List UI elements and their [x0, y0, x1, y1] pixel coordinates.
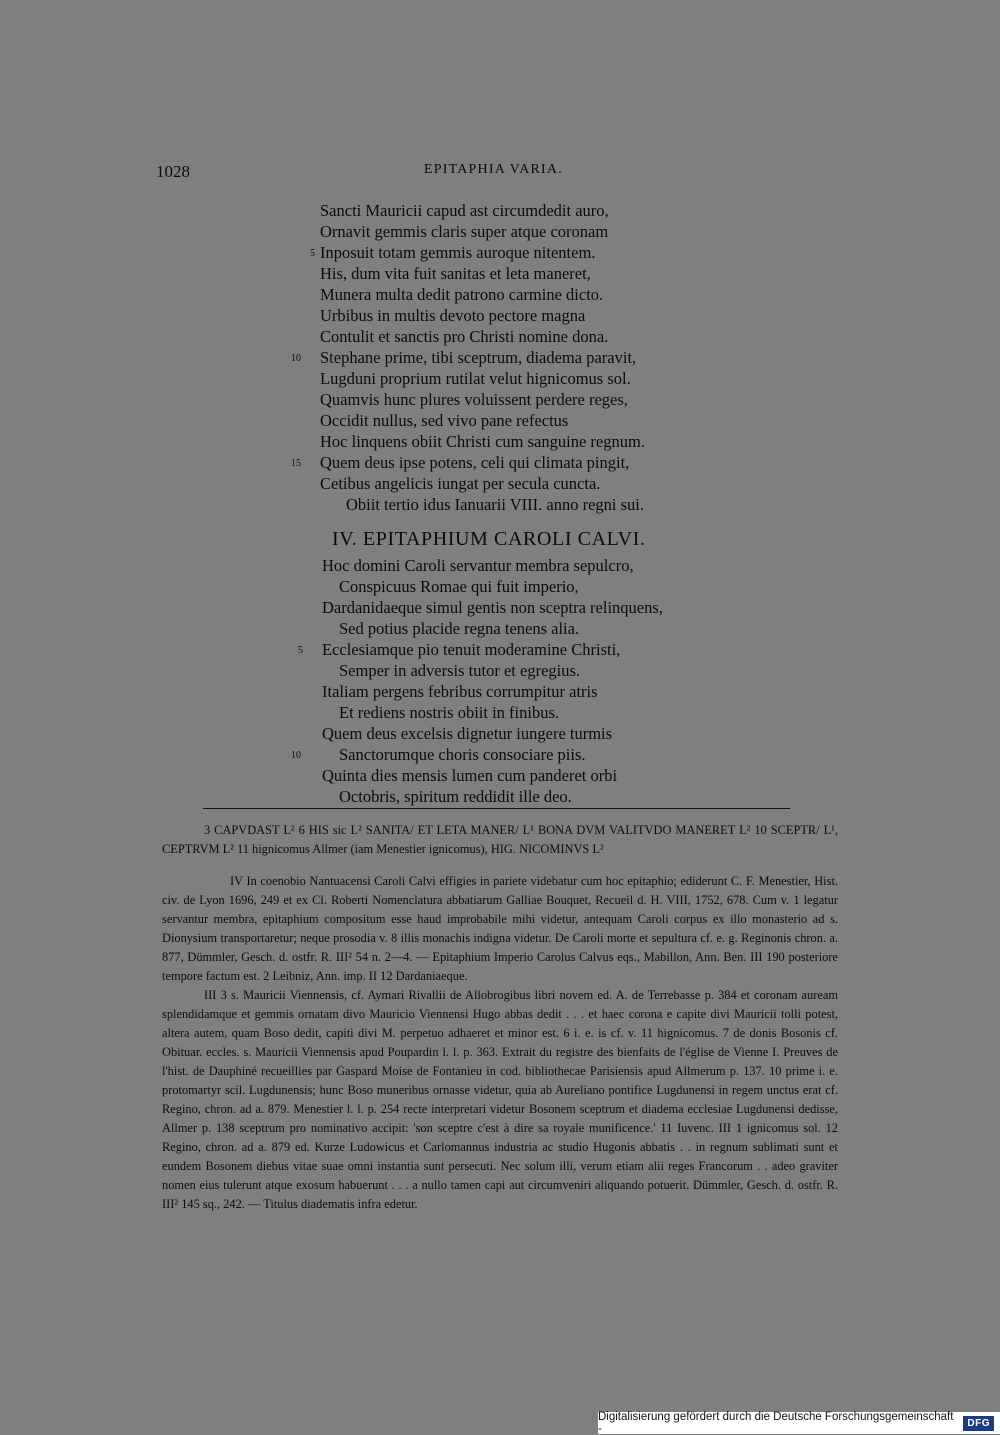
line-number: 5: [298, 645, 303, 656]
verse-line: Octobris, spiritum reddidit ille deo.: [339, 787, 572, 806]
verse-line: Inposuit totam gemmis auroque nitentem.: [320, 243, 596, 262]
verse-line: Conspicuus Romae qui fuit imperio,: [339, 577, 579, 596]
page-number: 1028: [156, 162, 190, 181]
section-title: IV. EPITAPHIUM CAROLI CALVI.: [332, 528, 646, 550]
verse-line: Contulit et sanctis pro Christi nomine dona.: [320, 327, 609, 346]
verse-line: Italiam pergens febribus corrumpitur atris: [322, 682, 598, 701]
apparatus-criticus-note: 3 CAPVDAST L² 6 HIS sic L² SANITA/ ET LETA MANER/ L¹ BONA DVM VALITVDO MANERET L² 10 SCEPTR/ L¹, CEPTRVM L² 11 hignicomus Allmer (iam Menestier ignicomus), HIG. NICOMINVS L²: [162, 823, 838, 856]
verse-line: Quinta dies mensis lumen cum panderet orbi: [322, 766, 618, 785]
verse-line: His, dum vita fuit sanitas et leta maneret,: [320, 264, 591, 283]
line-number: 5: [310, 248, 315, 259]
page-header: [0, 162, 1000, 184]
verse-line: Hoc domini Caroli servantur membra sepulcro,: [322, 556, 634, 575]
commentary-note-iv: IV In coenobio Nantuacensi Caroli Calvi effigies in pariete videbatur cum hoc epitaphio; ediderunt C. F. Menestier, Hist. civ. de Lyon 1696, 249 et ex Cl. Roberti Nomenclatura abbatiarum Galliae Bouquet, Recueil d. H. VIII, 1752, 678. Cum v. 1 legatur servantur membra, epitaphium compositum esse haud improbabile mihi videtur, antequam Caroli corpus ex illo monasterio ad s. Dionysium transportaretur; neque prosodia v. 8 illis monachis indigna videtur. De Caroli morte et sepultura cf. e. g. Reginonis chron. a. 877, Dümmler, Gesch. d. ostfr. R. III² 54 n. 2—4. — Epitaphium Imperio Carolus Calvus eqs., Mabillon, Ann. Ben. III 190 posteriore tempore factum est. 2 Leibniz, Ann. imp. II 12 Dardaniaeque.: [162, 874, 838, 983]
verse-line: Munera multa dedit patrono carmine dicto.: [320, 285, 604, 304]
verse-line: Quem deus ipse potens, celi qui climata pingit,: [320, 453, 630, 472]
line-number: 15: [291, 458, 301, 469]
commentary-note-iii: III 3 s. Mauricii Viennensis, cf. Aymari Rivallii de Allobrogibus libri novem ed. A. de Terrebasse p. 384 et coronam auream splendidamque et gemmis ornatam divo Mauricio Viennensi Hugo abbas dedit . . . et haec corona e capite divi Mauricii tolli potest, altera autem, quam Boso dedit, capiti divi M. perpetuo adhaeret et minor est. 6 i. e. is cf. v. 11 hignicomus. 7 de donis Bosonis cf. Obituar. eccles. s. Mauricii Viennensis apud Poupardin l. l. p. 363. Extrait du registre des bienfaits de l'église de Vienne I. Preuves de l'hist. de Dauphiné recueillies par Gaspard Moise de Fontanieu in cod. bibliothecae Parisiensis apud Allmerum p. 137. 10 prime i. e. protomartyr scil. Lugdunensis; hunc Boso muneribus ornasse videtur, quia ab Aureliano pontifice Lugdunensi in regem unctus erat cf. Regino, chron. ad a. 879. Menestier l. l. p. 254 recte interpretari videtur Bosonem sceptrum et diadema ecclesiae Lugdunensi dedisse, Allmer p. 138 sceptrum pro nominativo accipit: 'son sceptre c'est à dire sa royale munificence.' 11 Iuvenc. III 1 ignicomus sol. 12 Regino, chron. ad a. 879 ed. Kurze Ludowicus et Carlomannus industria ac studio Hugonis abbatis . . in regnum sublimati sunt et eundem Bosonem diebus vitae suae omni instantia sunt persecuti. Nec solum illi, verum etiam alii reges Francorum . . adeo graviter nomen eius tulerunt atque exosum habuerunt . . . a nullo tamen capi aut circumveniri aliquando potuerit. Dümmler, Gesch. d. ostfr. R. III² 145 sq., 242. — Titulus diadematis infra edetur.: [162, 988, 838, 1211]
verse-line: Et rediens nostris obiit in finibus.: [339, 703, 559, 722]
verse-line: Hoc linquens obiit Christi cum sanguine regnum.: [320, 432, 645, 451]
verse-line: Sancti Mauricii capud ast circumdedit auro,: [320, 201, 609, 220]
verse-line: Lugduni proprium rutilat velut hignicomus sol.: [320, 369, 631, 388]
verse-line: Quamvis hunc plures voluissent perdere reges,: [320, 390, 628, 409]
verse-line: Sanctorumque choris consociare piis.: [339, 745, 586, 764]
verse-colophon: Obiit tertio idus Ianuarii VIII. anno regni sui.: [346, 495, 645, 514]
line-number: 10: [291, 750, 301, 761]
running-title: EPITAPHIA VARIA.: [424, 162, 563, 177]
verse-line: Cetibus angelicis iungat per secula cuncta.: [320, 474, 601, 493]
verse-line: Ornavit gemmis claris super atque coronam: [320, 222, 609, 241]
footnote-rule: [203, 808, 790, 809]
dfg-logo-icon: DFG: [963, 1416, 994, 1431]
verse-line: Urbibus in multis devoto pectore magna: [320, 306, 586, 325]
footer-credit: Digitalisierung gefördert durch die Deutsche Forschungsgemeinschaft -: [598, 1411, 954, 1435]
verse-line: Stephane prime, tibi sceptrum, diadema paravit,: [320, 348, 637, 367]
verse-line: Quem deus excelsis dignetur iungere turmis: [322, 724, 613, 743]
line-number: 10: [291, 353, 301, 364]
verse-line: Semper in adversis tutor et egregius.: [339, 661, 581, 680]
verse-line: Ecclesiamque pio tenuit moderamine Christi,: [322, 640, 621, 659]
verse-line: Dardanidaeque simul gentis non sceptra relinquens,: [322, 598, 663, 617]
verse-line: Occidit nullus, sed vivo pane refectus: [320, 411, 569, 430]
verse-line: Sed potius placide regna tenens alia.: [339, 619, 580, 638]
digitization-footer: [598, 1412, 1000, 1434]
